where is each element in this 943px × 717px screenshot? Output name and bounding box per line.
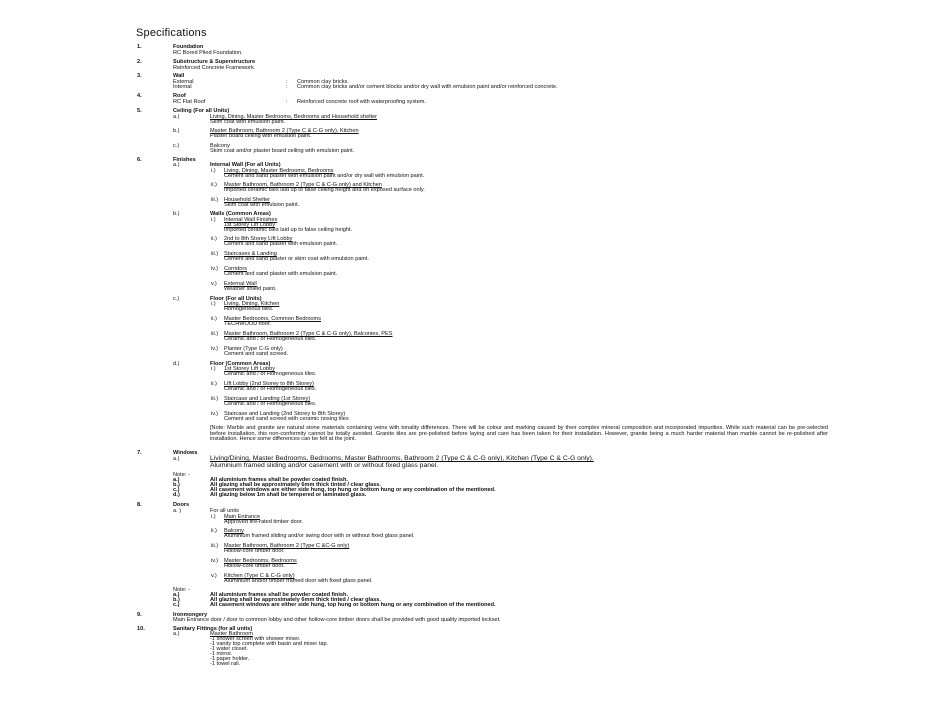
item-mark: b.) (173, 211, 180, 217)
item-title: Balcony (224, 528, 244, 534)
item-mark: iv.) (211, 558, 219, 564)
item-mark: a. ) (173, 508, 182, 514)
item-text: Cement and sand screed with ceramic nosing tiles (224, 416, 349, 422)
item-mark: ii.) (211, 381, 217, 387)
item-title: Master Bathroom, Bathroom 2 (Type C & C-G only), Kitchen (210, 128, 359, 134)
item-text: Plaster board ceiling with emulsion paint. (210, 133, 312, 139)
subsection-heading: Walls (Common Areas) (210, 211, 271, 217)
item-mark: a.) (173, 456, 180, 462)
value: Common clay bricks. (297, 79, 349, 85)
item-title: Master Bathroom, Bathroom 2 (Type C & C-G only), Balconies, PES (224, 331, 393, 337)
note-text: All glazing shall be approximately 6mm thick tinted / clear glass. (210, 597, 381, 603)
item-mark: v.) (211, 573, 217, 579)
item-title: Lift Lobby (2nd Storey to 8th Storey) (224, 381, 314, 387)
note-text: All aluminium frames shall be powder coated finish. (210, 477, 349, 483)
item-mark: i.) (211, 168, 216, 174)
item-mark: iv.) (211, 266, 219, 272)
item-mark: iii.) (211, 331, 219, 337)
item-title: 1st Storey Lift Lobby (224, 366, 275, 372)
list-item: -1 paper holder. (210, 656, 250, 662)
item-text: Approved fire-rated timber door. (224, 519, 303, 525)
subsection-heading: Floor (For all Units) (210, 296, 262, 302)
item-mark: ii.) (211, 316, 217, 322)
note-mark: c.) (173, 487, 180, 493)
label: External (173, 79, 194, 85)
item-text: Aluminium and/or timber framed door with fixed glass panel. (224, 578, 373, 584)
item-text: Cement and sand plaster with emulsion paint. (224, 271, 338, 277)
section-heading-substructure: Substructure & Superstructure (173, 59, 256, 65)
colon: : (286, 79, 288, 85)
item-text: Ceramic and / or Homogeneous tiles. (224, 336, 317, 342)
subsection-heading: Internal Wall (For all Units) (210, 162, 281, 168)
item-mark: c.) (173, 143, 180, 149)
note-mark: a.) (173, 592, 180, 598)
note-mark: a.) (173, 477, 180, 483)
item-title: Master Bathroom, Bathroom 2 (Type C & C-G only) and Kitchen (224, 182, 382, 188)
item-mark: iii.) (211, 197, 219, 203)
item-text: Homogeneous tiles. (224, 306, 274, 312)
item-mark: iii.) (211, 251, 219, 257)
section-heading-windows: Windows (173, 450, 198, 456)
item-title: Staircases & Landing (224, 251, 277, 257)
value: Common clay bricks and/or cement blocks and/or dry wall with emulsion paint and/or reinforced concrete. (297, 84, 558, 90)
colon: : (286, 99, 288, 105)
note-heading: Note: - (173, 587, 190, 593)
section-number: 4. (137, 93, 142, 99)
section-number: 6. (137, 157, 142, 163)
label: Internal (173, 84, 192, 90)
section-heading-roof: Roof (173, 93, 186, 99)
item-text: Ceramic and / or Homogeneous tiles. (224, 371, 317, 377)
item-mark: iii.) (211, 396, 219, 402)
section-text: RC Bored Piled Foundation. (173, 50, 243, 56)
item-mark: a.) (173, 631, 180, 637)
item-title: Master Bedrooms, Bedrooms (224, 558, 297, 564)
item-title: External Wall (224, 281, 257, 287)
note-text: All glazing below 1m shall be tempered or laminated glass. (210, 492, 367, 498)
section-number: 9. (137, 612, 142, 618)
item-text: Cement and sand plaster or skim coat with emulsion paint. (224, 256, 369, 262)
item-mark: ii.) (211, 528, 217, 534)
item-mark: d.) (173, 361, 180, 367)
item-text: Imported ceramic tiles laid up to false ceiling height and on exposed surface only. (224, 187, 425, 193)
section-number: 8. (137, 502, 142, 508)
item-title: Living, Dining, Master Bedrooms, Bedrooms and Household shelter (210, 114, 377, 120)
colon: : (286, 84, 288, 90)
item-text: Imported ceramic tiles laid up to false ceiling height. (224, 227, 353, 233)
item-title: Staircase and Landing (2nd Storey to 8th Storey) (224, 411, 346, 417)
item-title: Planter (Type C-G only) (224, 346, 283, 352)
item-text: Skim coat with emulsion paint. (210, 119, 286, 125)
item-text: Skim coat with emulsion paint. (224, 202, 300, 208)
section-number: 3. (137, 73, 142, 79)
item-text: Ceramic and / or Homogeneous tiles. (224, 386, 317, 392)
list-item: -1 water closet. (210, 646, 248, 652)
item-title: Living, Dining, Kitchen (224, 301, 280, 307)
item-subtitle: 1st Storey Lift Lobby (224, 222, 275, 228)
subsection-heading: For all units (210, 508, 239, 514)
note-text: All casement windows are either side hung, top hung or bottom hung or any combination of the mentioned. (210, 602, 496, 608)
list-item: -1 shower screen with shower mixer. (210, 636, 301, 642)
item-mark: iv.) (211, 411, 219, 417)
item-text: Cement and sand screed. (224, 351, 289, 357)
section-number: 7. (137, 450, 142, 456)
item-title: Master Bathroom (210, 631, 253, 637)
item-mark: i.) (211, 301, 216, 307)
item-text: Hollow-core timber door. (224, 563, 285, 569)
item-title: Master Bathroom, Bathroom 2 (Type C &C-G only) (224, 543, 350, 549)
section-text: Main Entrance door / door to common lobby and other hollow-core timber doors shall be provided with good quality imported lockset. (173, 617, 501, 623)
item-mark: ii.) (211, 182, 217, 188)
value: Reinforced concrete roof with waterproofing system. (297, 99, 427, 105)
item-text: Skim coat and/or plaster board ceiling with emulsion paint. (210, 148, 355, 154)
item-mark: a.) (173, 114, 180, 120)
section-text: Reinforced Concrete Framework. (173, 65, 256, 71)
item-text: Aluminium framed sliding and/or casement with or without fixed glass panel. (210, 462, 439, 469)
item-title: Main Entrance (224, 514, 261, 520)
item-text: Cement and sand plaster with emulsion paint. (224, 241, 338, 247)
note-text: All glazing shall be approximately 6mm thick tinted / clear glass. (210, 482, 381, 488)
item-mark: ii.) (211, 236, 217, 242)
item-text: Aluminium framed sliding and/or swing door with or without fixed glass panel. (224, 533, 415, 539)
list-item: -1 towel rail. (210, 661, 241, 667)
item-mark: b.) (173, 128, 180, 134)
list-item: -1 mirror. (210, 651, 233, 657)
item-text: Weather shield paint. (224, 286, 277, 292)
note-mark: b.) (173, 597, 180, 603)
item-mark: i.) (211, 366, 216, 372)
item-text: Cement and sand plaster with emulsion paint and/or dry wall with emulsion paint. (224, 173, 425, 179)
section-heading-ceiling: Ceiling (For all Units) (173, 108, 230, 114)
note-mark: d.) (173, 492, 180, 498)
item-title: 2nd to 8th Storey Lift Lobby (224, 236, 293, 242)
item-title: Internal Wall Finishes (224, 217, 278, 223)
note-mark: c.) (173, 602, 180, 608)
item-mark: i.) (211, 514, 216, 520)
page-title: Specifications (136, 27, 207, 39)
item-mark: iii.) (211, 543, 219, 549)
item-text: Hollow-core timber door. (224, 548, 285, 554)
note-mark: b.) (173, 482, 180, 488)
item-text: Ceramic and / or Homogeneous tiles. (224, 401, 317, 407)
item-mark: v.) (211, 281, 217, 287)
section-heading-foundation: Foundation (173, 44, 204, 50)
item-mark: a.) (173, 162, 180, 168)
item-title: Balcony (210, 143, 230, 149)
note-paragraph: [Note: Marble and granite are natural stone materials containing veins with tonality differences. There will be colour and marking caused by their complex mineral composition and incorporated impurities. While such material can be pre-selected before installation, this non-conformity cannot be totally avoided. Granite tiles are pre-polished before laying and care has been taken for their installation. However, granite being a much harder material than marble cannot be re-polished after installation. Hence some differences can be felt at the joint. (210, 425, 828, 443)
note-text: All aluminium frames shall be powder coated finish. (210, 592, 349, 598)
item-title: Master Bedrooms, Common Bedrooms (224, 316, 321, 322)
item-title: Living, Dining, Master Bedrooms, Bedrooms (224, 168, 334, 174)
item-mark: i.) (211, 217, 216, 223)
subsection-heading: Floor (Common Areas) (210, 361, 271, 367)
section-heading-ironmongery: Ironmongery (173, 612, 208, 618)
note-text: All casement windows are either side hung, top hung or bottom hung or any combination of the mentioned. (210, 487, 496, 493)
item-title: Staircase and Landing (1st Storey) (224, 396, 311, 402)
section-heading-doors: Doors (173, 502, 190, 508)
item-title: Living/Dining, Master Bedrooms, Bedrooms, Master Bathrooms, Bathroom 2 (Type C & C-G only), Kitchen (Type C & C-G only). (210, 455, 594, 462)
section-number: 5. (137, 108, 142, 114)
section-number: 2. (137, 59, 142, 65)
item-title: Corridors (224, 266, 248, 272)
section-heading-finishes: Finishes (173, 157, 196, 163)
item-title: Household Shelter (224, 197, 271, 203)
item-mark: iv.) (211, 346, 219, 352)
section-number: 10. (137, 626, 145, 632)
label: RC Flat Roof (173, 99, 206, 105)
section-number: 1. (137, 44, 142, 50)
item-mark: c.) (173, 296, 180, 302)
note-heading: Note: - (173, 472, 190, 478)
list-item: -1 vanity top complete with basin and mixer tap. (210, 641, 329, 647)
item-title: Kitchen (Type C & C-G only) (224, 573, 295, 579)
section-heading-wall: Wall (173, 73, 185, 79)
item-text: TECHWOOD floor. (224, 321, 271, 327)
section-heading-sanitary: Sanitary Fittings (for all units) (173, 626, 253, 632)
